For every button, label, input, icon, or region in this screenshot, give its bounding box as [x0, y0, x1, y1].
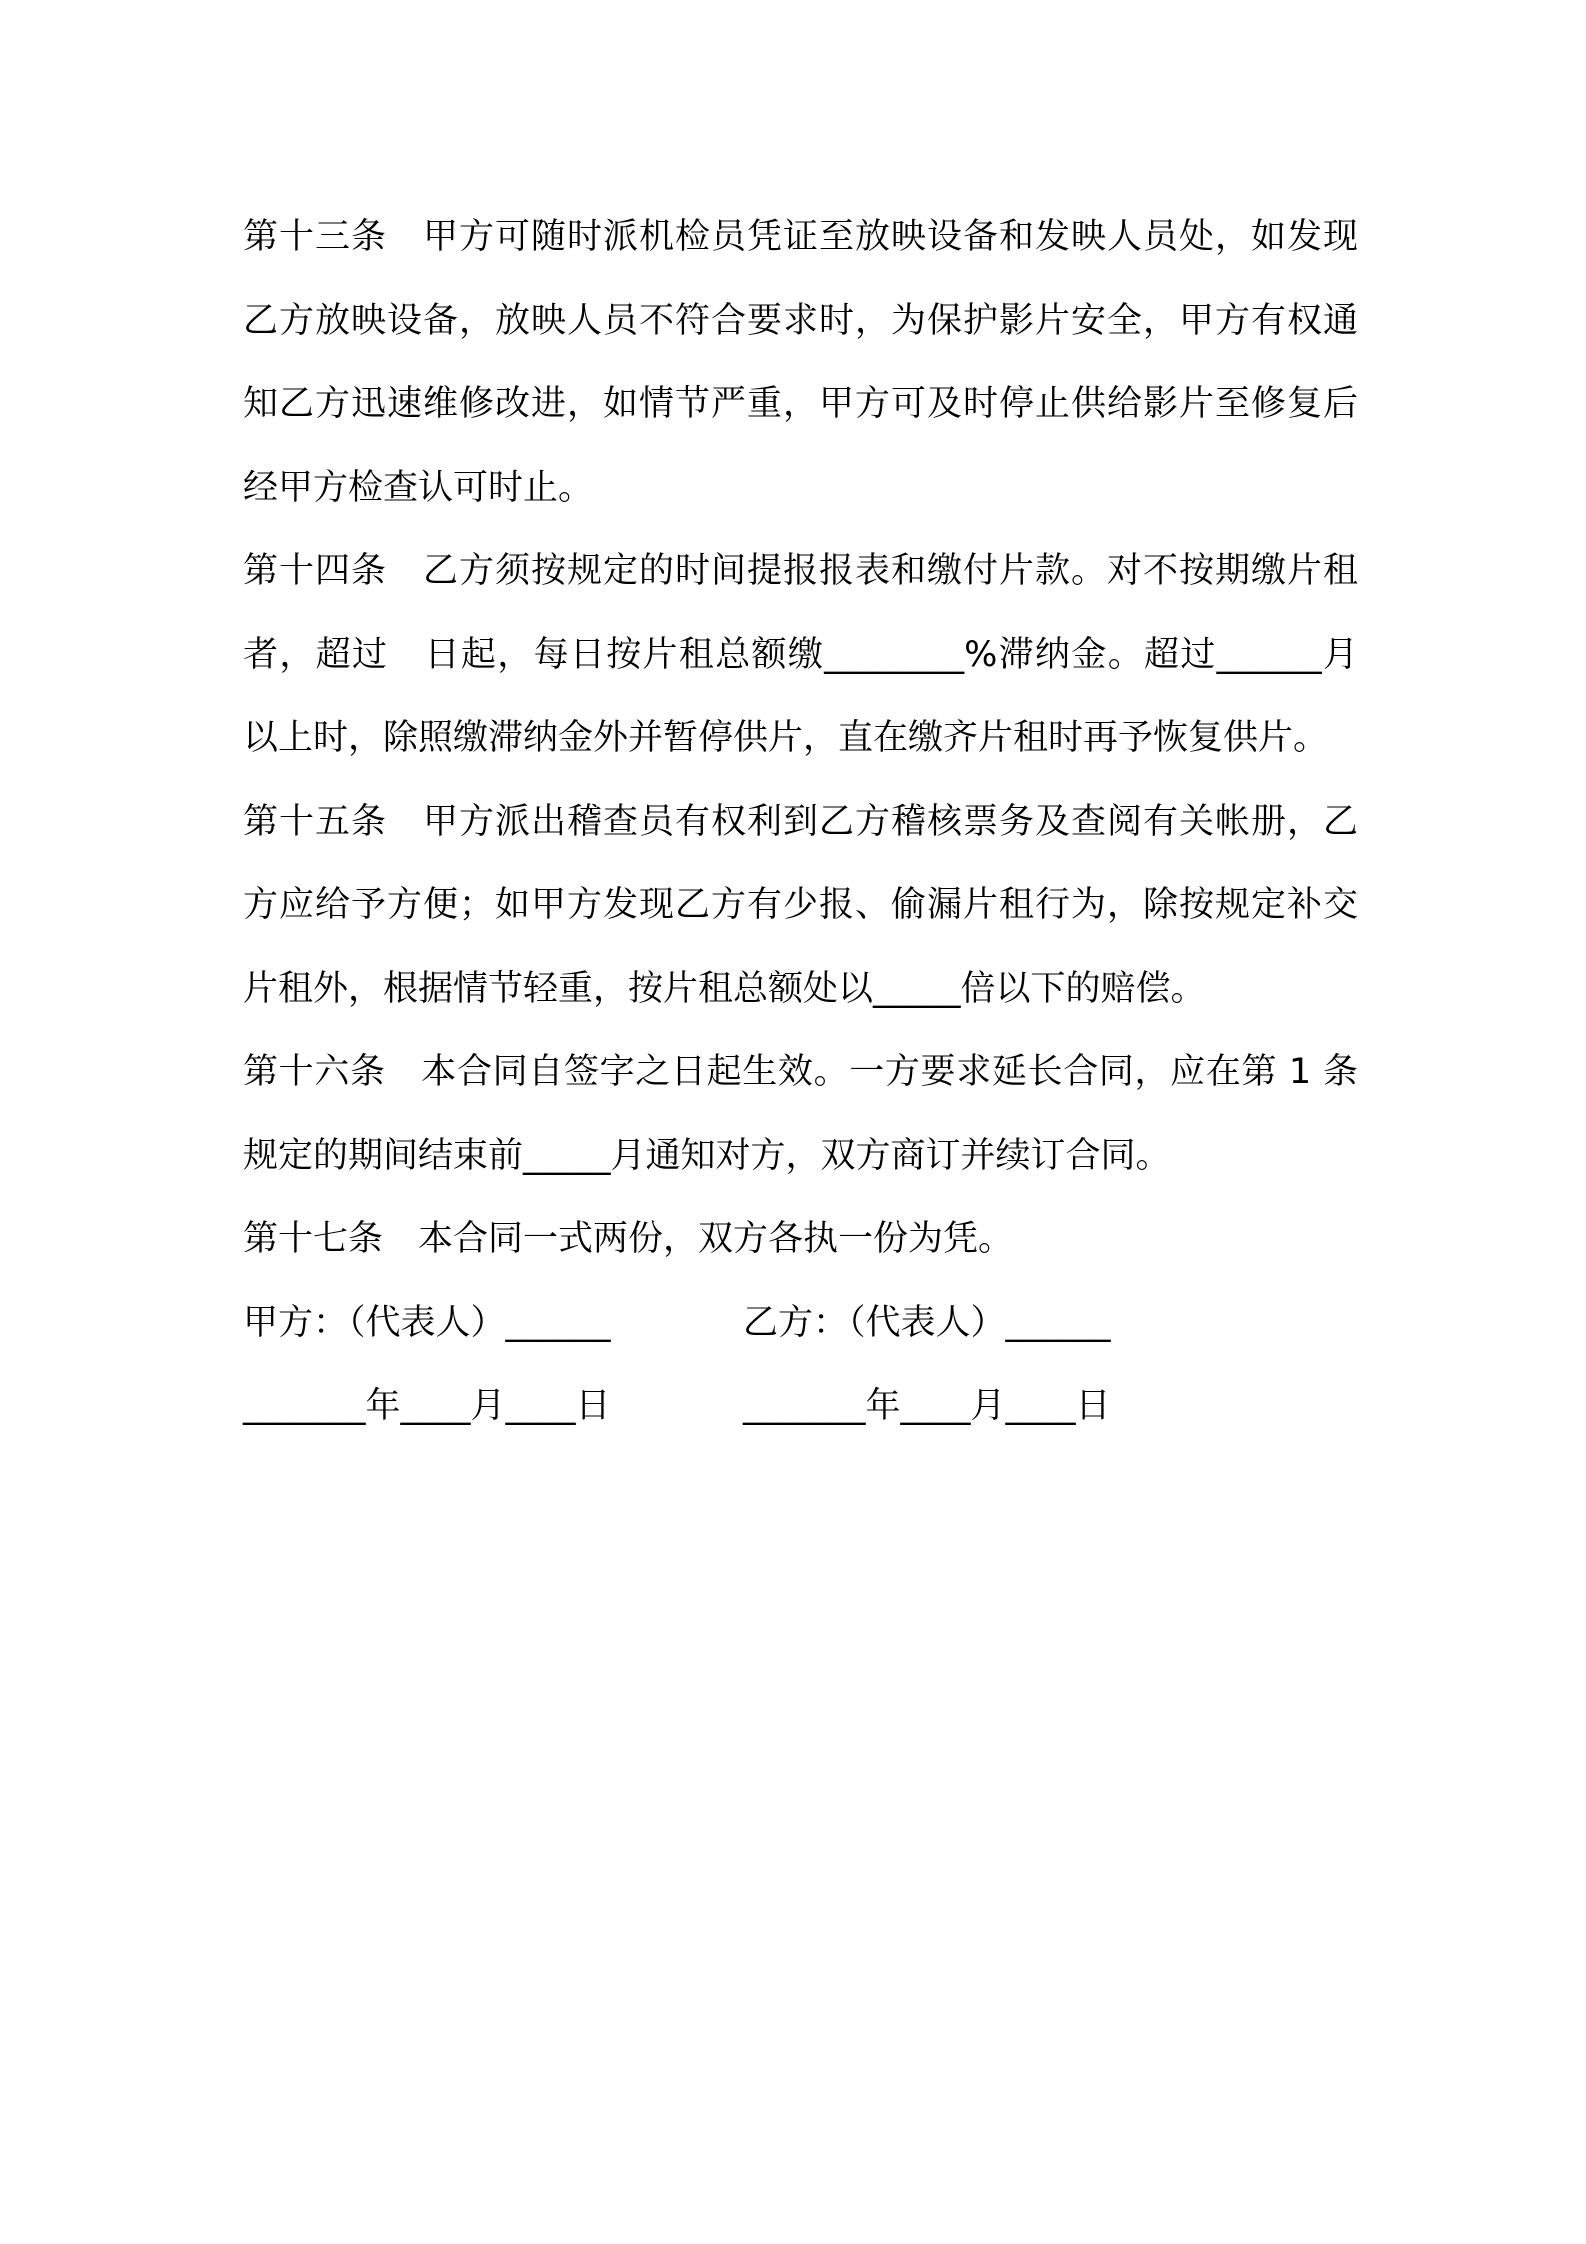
article-14: 第十四条 乙方须按规定的时间提报报表和缴付片款。对不按期缴片租者，超过 日起，每日按片租总额缴________%滞纳金。超过______月以上时，除照缴滞纳金外并暂停供片，直在缴齐片租时再予恢复供片。 [243, 551, 1358, 758]
party-a-signature: 甲方：（代表人）______ [243, 1302, 611, 1343]
signature-dates-row [243, 1365, 1358, 1449]
party-a-date: _______年____月____日 [243, 1386, 611, 1426]
party-b-date: _______年____月____日 [743, 1386, 1111, 1426]
article-15: 第十五条 甲方派出稽查员有权利到乙方稽核票务及查阅有关帐册，乙方应给予方便；如甲方发现乙方有少报、偷漏片租行为，除按规定补交片租外，根据情节轻重，按片租总额处以_____倍以下的赔偿。 [243, 801, 1358, 1009]
article-17: 第十七条 本合同一式两份，双方各执一份为凭。 [243, 1219, 1014, 1259]
article-13: 第十三条 甲方可随时派机检员凭证至放映设备和发映人员处，如发现乙方放映设备，放映人员不符合要求时，为保护影片安全，甲方有权通知乙方迅速维修改进，如情节严重，甲方可及时停止供给影片至修复后经甲方检查认可时止。 [243, 217, 1358, 508]
signature-parties-row [243, 1282, 1358, 1366]
article-16: 第十六条 本合同自签字之日起生效。一方要求延长合同，应在第 1 条规定的期间结束前_____月通知对方，双方商订并续订合同。 [243, 1052, 1358, 1176]
party-b-signature: 乙方：（代表人）______ [743, 1302, 1111, 1343]
contract-body [243, 196, 1358, 1449]
